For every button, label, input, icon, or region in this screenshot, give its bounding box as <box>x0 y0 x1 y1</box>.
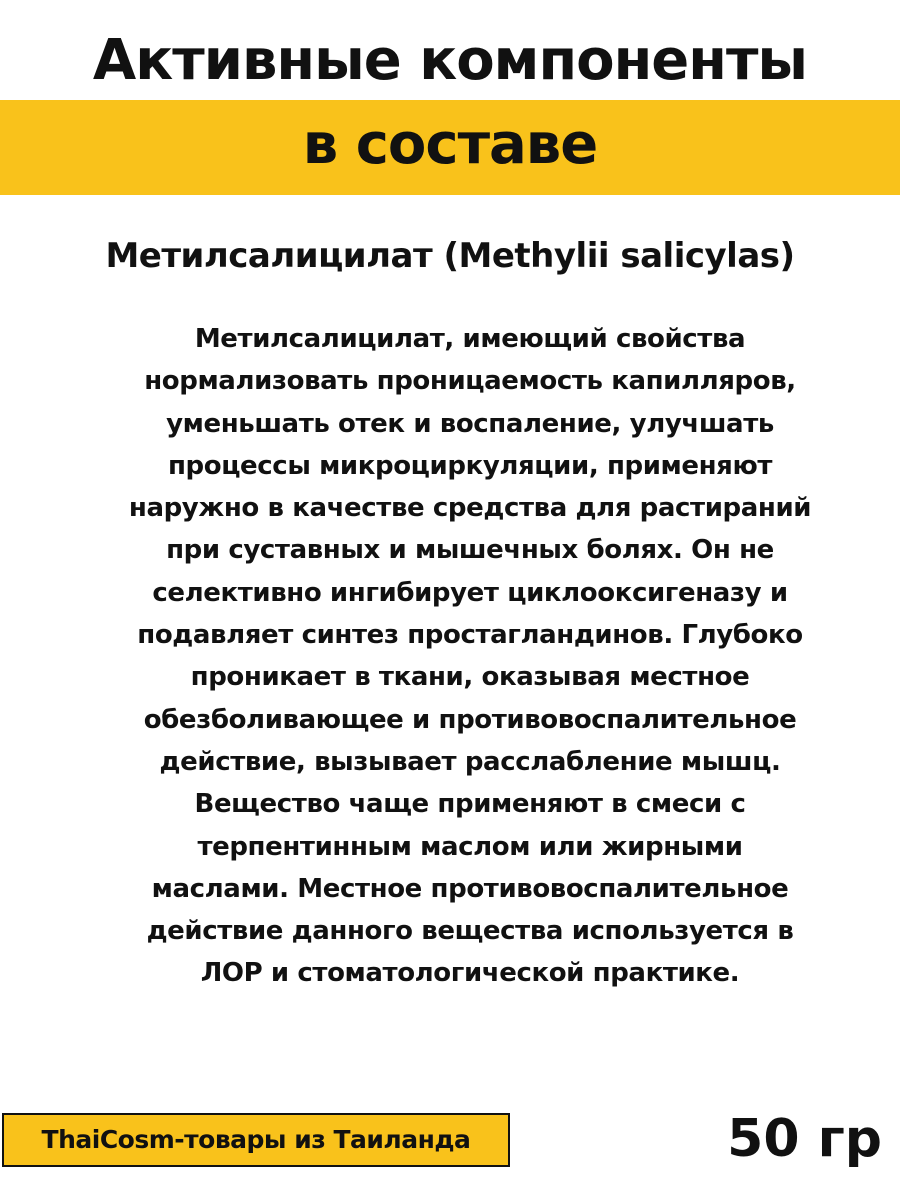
description-line: нормализовать проницаемость капилляров, <box>144 366 796 397</box>
description-line: селективно ингибирует циклооксигеназу и <box>152 577 788 608</box>
description-line: наружно в качестве средства для растираний <box>128 493 812 524</box>
description-line: процессы микроциркуляции, применяют <box>167 450 773 481</box>
description-line: уменьшать отек и воспаление, улучшать <box>166 408 774 439</box>
description-line: Метилсалицилат, имеющий свойства <box>194 324 746 354</box>
description-line: проникает в ткани, оказывая местное <box>190 662 750 693</box>
description-line: обезболивающее и противовоспалительное <box>143 704 797 735</box>
description-line: при суставных и мышечных болях. Он не <box>166 535 774 566</box>
description-line: Вещество чаще применяют в смеси с <box>194 789 746 820</box>
title-line-2: в составе <box>302 112 598 177</box>
title-line-1: Активные компоненты <box>92 28 808 93</box>
ingredient-description <box>50 318 890 995</box>
description-line: действие, вызывает расслабление мышц. <box>159 746 781 777</box>
ingredient-name: Метилсалицилат (Methylii salicylas) <box>105 236 795 276</box>
product-weight: 50 гр <box>727 1109 882 1169</box>
description-line: ЛОР и стоматологической практике. <box>200 958 740 989</box>
brand-badge: ThaiCosm-товары из Таиланда <box>2 1113 510 1167</box>
description-line: терпентинным маслом или жирными <box>197 831 743 862</box>
description-line: подавляет синтез простагландинов. Глубоко <box>137 620 803 651</box>
description-line: действие данного вещества используется в <box>146 916 794 947</box>
description-line: маслами. Местное противовоспалительное <box>151 873 789 904</box>
